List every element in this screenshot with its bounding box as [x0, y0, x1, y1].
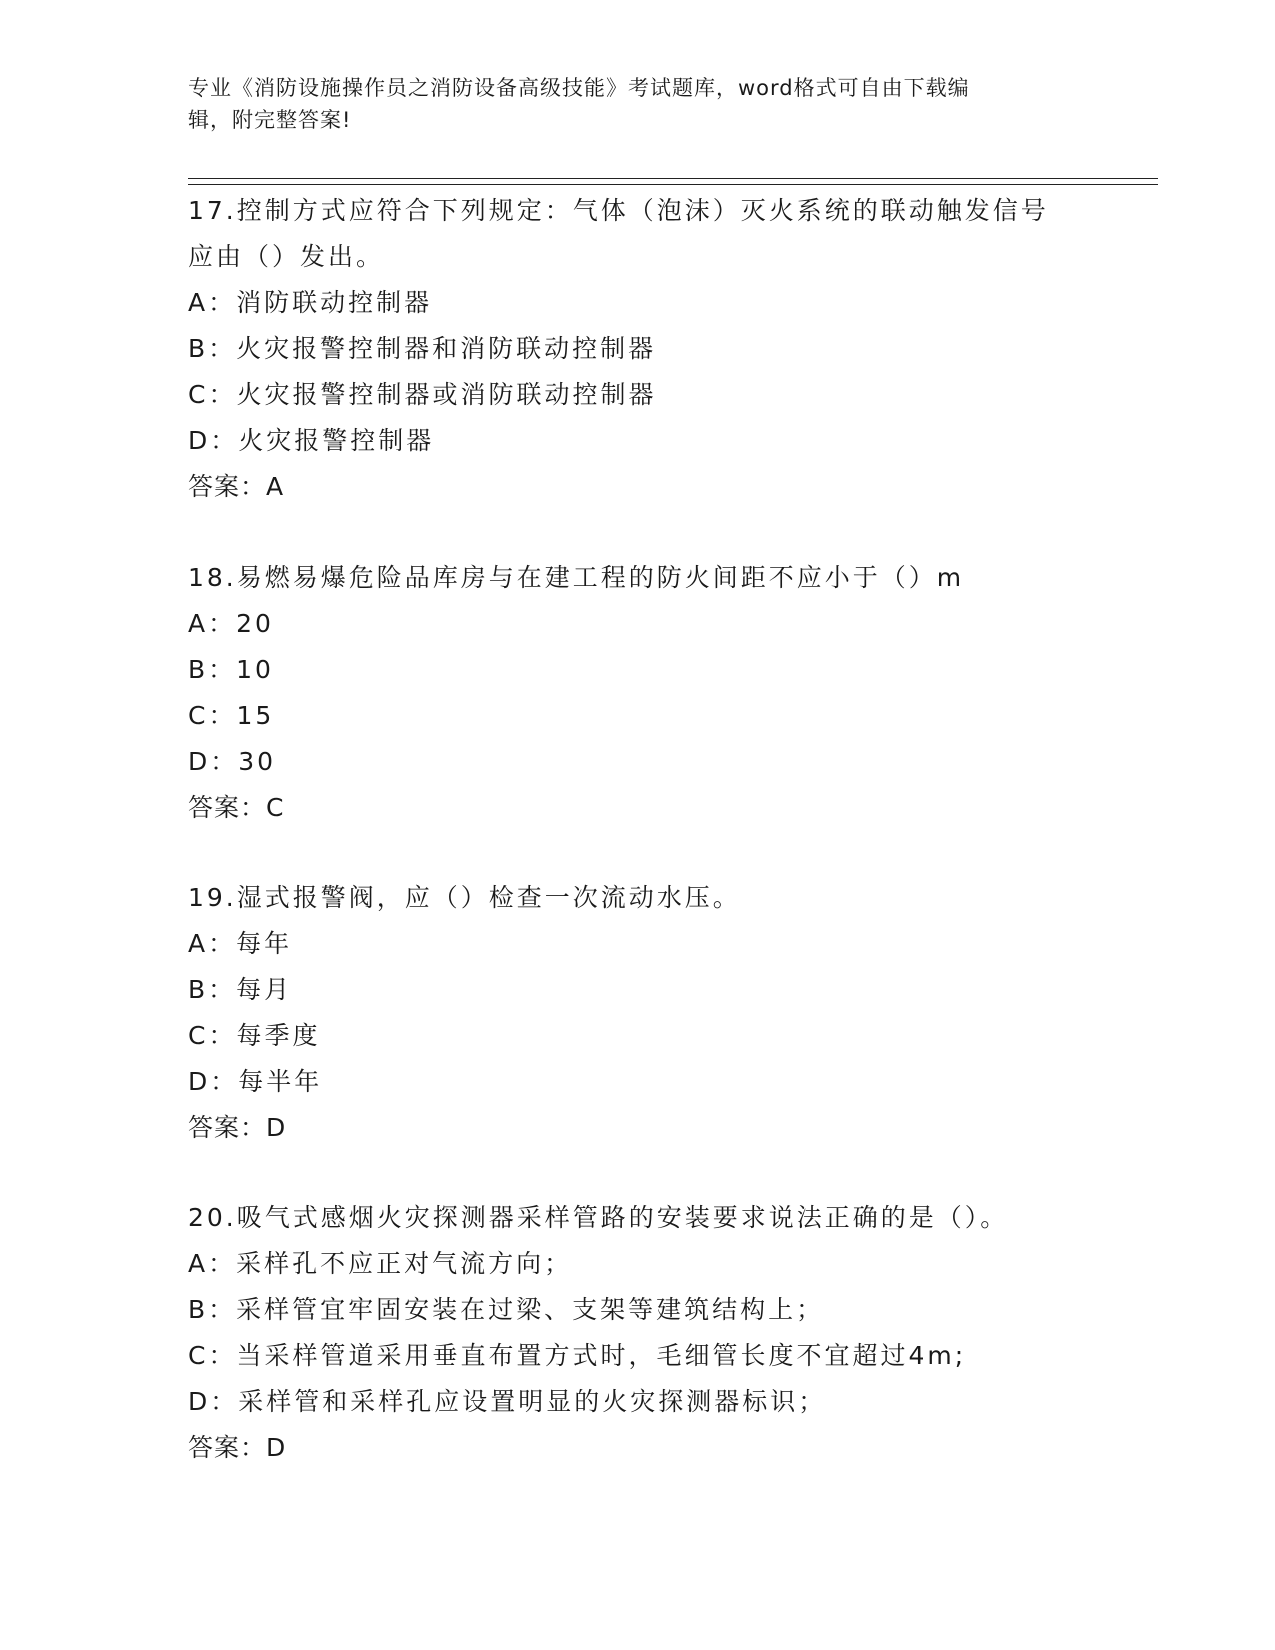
answer: 答案：D [188, 1433, 287, 1462]
question-stem: 17.控制方式应符合下列规定：气体（泡沫）灭火系统的联动触发信号 [188, 196, 1049, 225]
question-17 [188, 188, 1088, 510]
question-stem-continued: 应由（）发出。 [188, 242, 385, 271]
option-c: C：每季度 [188, 1021, 321, 1050]
question-stem: 20.吸气式感烟火灾探测器采样管路的安装要求说法正确的是（）。 [188, 1203, 1009, 1232]
answer: 答案：D [188, 1113, 287, 1142]
option-a: A：采样孔不应正对气流方向； [188, 1249, 573, 1278]
option-a: A：每年 [188, 929, 293, 958]
question-stem: 18.易燃易爆危险品库房与在建工程的防火间距不应小于（）m [188, 563, 965, 592]
question-stem: 19.湿式报警阀，应（）检查一次流动水压。 [188, 883, 741, 912]
option-b: B：10 [188, 655, 274, 684]
option-c: C：当采样管道采用垂直布置方式时，毛细管长度不宜超过4m; [188, 1341, 967, 1370]
question-20 [188, 1195, 1088, 1471]
option-b: B：每月 [188, 975, 293, 1004]
option-d: D：火灾报警控制器 [188, 426, 435, 455]
option-a: A：消防联动控制器 [188, 288, 433, 317]
header-divider-top [188, 178, 1158, 179]
answer: 答案：A [188, 472, 285, 501]
question-18 [188, 555, 1088, 831]
document-header [188, 72, 1088, 136]
option-b: B：火灾报警控制器和消防联动控制器 [188, 334, 657, 363]
answer: 答案：C [188, 793, 285, 822]
option-b: B：采样管宜牢固安装在过梁、支架等建筑结构上； [188, 1295, 825, 1324]
question-19 [188, 875, 1088, 1151]
option-d: D：30 [188, 747, 277, 776]
option-c: C：火灾报警控制器或消防联动控制器 [188, 380, 657, 409]
option-c: C：15 [188, 701, 275, 730]
option-a: A：20 [188, 609, 274, 638]
header-line-1: 专业《消防设施操作员之消防设备高级技能》考试题库，word格式可自由下载编 [188, 76, 970, 100]
option-d: D：采样管和采样孔应设置明显的火灾探测器标识； [188, 1387, 827, 1416]
header-divider-bottom [188, 184, 1158, 185]
header-line-2: 辑，附完整答案! [188, 108, 352, 132]
option-d: D：每半年 [188, 1067, 323, 1096]
